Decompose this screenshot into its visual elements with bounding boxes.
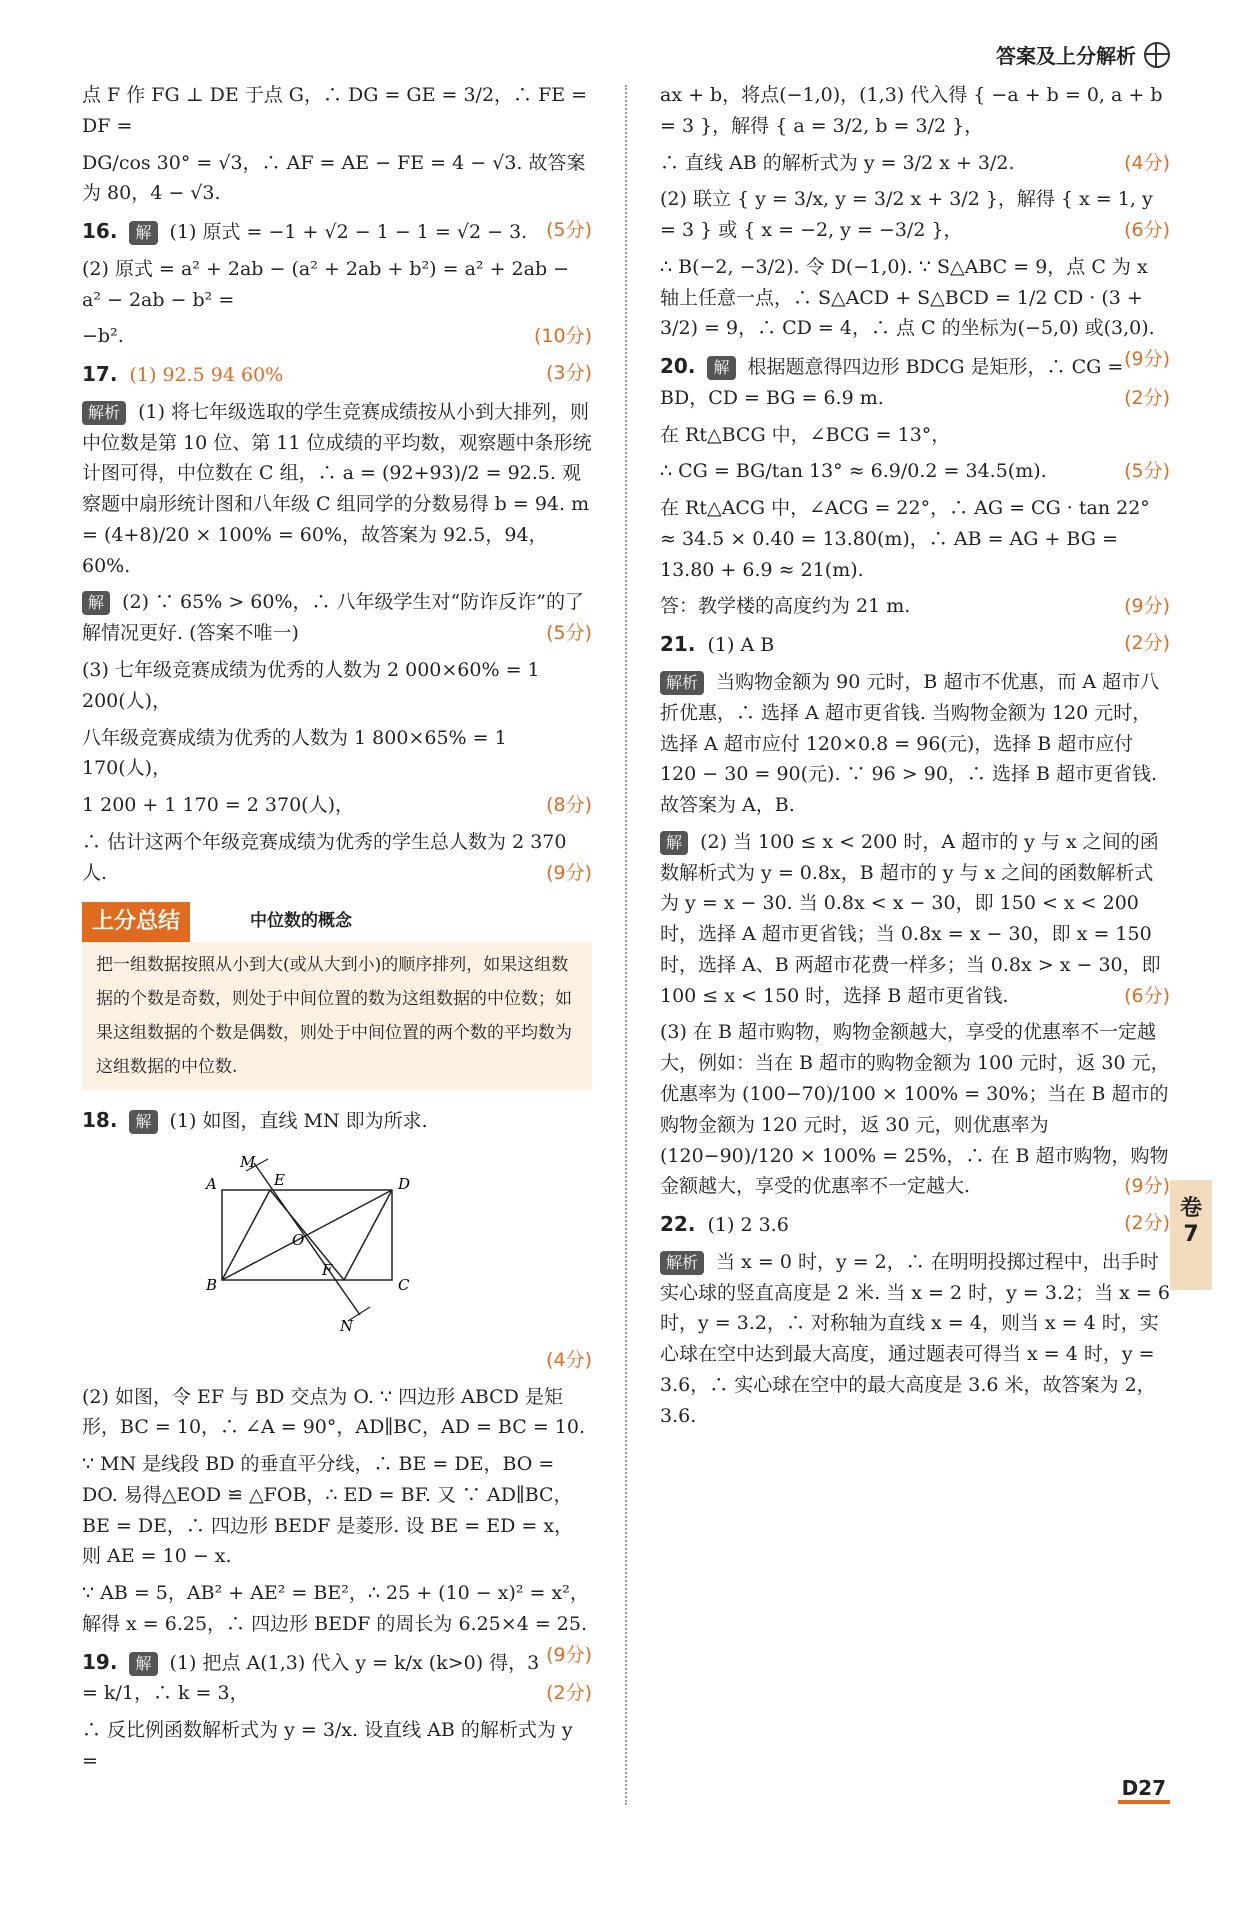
label-f: F [322, 1260, 333, 1279]
side-tab-line-2: 7 [1183, 1222, 1199, 1248]
q19-score-4: (9分) [1124, 348, 1170, 371]
volume-side-tab [1170, 1180, 1212, 1290]
q17-line-6-block [82, 827, 592, 889]
q16-line-1: (1) 原式 = −1 + √2 − 1 − 1 = √2 − 3. [169, 221, 528, 244]
segment-ef [270, 1190, 344, 1280]
q17-line-3: (3) 七年级竞赛成绩为优秀的人数为 2 000×60% = 1 200(人)， [82, 659, 540, 712]
q16-score-1: (5分) [546, 219, 592, 242]
q20-line-1: 根据题意得四边形 BDCG 是矩形，∴ CG = BD，CD = BG = 6.9 m. [660, 356, 1124, 409]
label-o: O [292, 1230, 305, 1249]
q21-line-3-block [660, 1017, 1170, 1202]
q22-analysis [660, 1247, 1170, 1432]
rectangle-figure [192, 1145, 432, 1345]
q18-score-1: (4分) [546, 1348, 592, 1371]
intro-line-2: DG/cos 30° = √3，∴ AF = AE − FE = 4 − √3. 故答案为 80，4 − √3. [82, 151, 586, 205]
q20-score-1: (2分) [1124, 386, 1170, 409]
q21-analysis-tag: 解析 [660, 671, 704, 695]
q18-number: 18. [82, 1108, 118, 1132]
right-column [660, 80, 1170, 1437]
q22-block [660, 1208, 1170, 1241]
q20-line-5-block [660, 591, 1170, 622]
q17-block [82, 358, 592, 391]
q19-cont-1: ax + b，将点(−1,0)，(1,3) 代入得 { −a + b = 0, a + b = 3 }，解得 { a = 3/2, b = 3/2 }， [660, 84, 1163, 137]
page-number: D27 [1118, 1776, 1170, 1804]
q17-score-4: (9分) [546, 861, 592, 884]
page-title-text: 答案及上分解析 [996, 44, 1136, 68]
q17-line-5-block [82, 790, 592, 821]
q20-score-2: (5分) [1124, 460, 1170, 483]
q18-line-3: ∵ MN 是线段 BD 的垂直平分线，∴ BE = DE，BO = DO. 易得△EOD ≌ △FOB，∴ ED = BF. 又 ∵ AD∥BC，BE = DE，∴ 四边形 BEDF 是菱形. 设 BE = ED = x，则 AE = 10 − x. [82, 1453, 574, 1568]
q20-score-3: (9分) [1124, 595, 1170, 618]
q16-block [82, 215, 592, 248]
q21-score-1: (2分) [1124, 632, 1170, 655]
q21-number: 21. [660, 632, 696, 657]
side-tab-line-1: 卷 [1179, 1196, 1202, 1221]
q18-score-1-row [82, 1345, 592, 1376]
q17-answer: (1) 92.5 94 60% [129, 364, 284, 387]
q16-number: 16. [82, 219, 118, 244]
q20-line-2: 在 Rt△BCG 中，∠BCG = 13°， [660, 423, 951, 446]
summary-badge: 上分总结 [82, 902, 190, 942]
q17-line-6: ∴ 估计这两个年级竞赛成绩为优秀的学生总人数为 2 370 人. [82, 830, 567, 884]
q19-score-3: (6分) [1124, 219, 1170, 242]
label-b: B [206, 1275, 218, 1294]
globe-icon [1144, 42, 1170, 68]
label-m: M [240, 1152, 256, 1171]
q16-solve-tag: 解 [129, 221, 157, 245]
q21-line-1: (1) A B [707, 634, 775, 657]
q18-line-2: (2) 如图，令 EF 与 BD 交点为 O. ∵ 四边形 ABCD 是矩形，BC = 10，∴ ∠A = 90°，AD∥BC，AD = BC = 10. [82, 1385, 585, 1439]
q21-block [660, 628, 1170, 661]
q16-line-3-block [82, 321, 592, 352]
q17-number: 17. [82, 362, 118, 387]
q19-score-2: (4分) [1124, 151, 1170, 174]
q22-analysis-text: 当 x = 0 时，y = 2，∴ 在明明投掷过程中，出手时实心球的竖直高度是 2 米. 当 x = 2 时，y = 3.2；当 x = 6 时，y = 3.2，∴ 对称轴为直线 x = 4，则当 x = 4 时，实心球在空中达到最大高度，通过题表可得当 x = 4 时，y = 3.6，∴ 实心球在空中的最大高度是 3.6 米，故答案为 2，3.6. [660, 1250, 1170, 1427]
q20-line-3-block [660, 456, 1170, 487]
q19-block [82, 1646, 592, 1710]
q20-line-4: 在 Rt△ACG 中，∠ACG = 22°，∴ AG = CG · tan 22° ≈ 34.5 × 0.40 = 13.80(m)，∴ AB = AG + BG = 13.80 + 6.9 ≈ 21(m). [660, 497, 1150, 581]
summary-box [82, 902, 592, 1090]
q16-line-2: (2) 原式 = a² + 2ab − (a² + 2ab + b²) = a² + 2ab − a² − 2ab − b² = [82, 257, 570, 311]
page-title [996, 40, 1170, 69]
column-divider [625, 85, 627, 1805]
q20-line-3: ∴ CG = BG/tan 13° ≈ 6.9/0.2 = 34.5(m). [660, 460, 1047, 483]
q17-analysis [82, 397, 592, 582]
line-mn [254, 1163, 360, 1315]
q21-analysis [660, 667, 1170, 821]
left-column [82, 80, 592, 1783]
q16-line-3: −b². [82, 325, 124, 348]
q20-block [660, 350, 1170, 414]
q19-line-1: (1) 把点 A(1,3) 代入 y = k/x (k>0) 得，3 = k/1，∴ k = 3， [82, 1651, 540, 1705]
q19-score-1: (2分) [546, 1682, 592, 1705]
q17-line-5: 1 200 + 1 170 = 2 370(人)， [82, 794, 355, 817]
q18-score-2: (9分) [546, 1643, 592, 1666]
label-n: N [340, 1316, 354, 1335]
q21-line-3: (3) 在 B 超市购物，购物金额越大，享受的优惠率不一定越大，例如：当在 B 超市的购物金额为 100 元时，返 30 元，优惠率为 (100−70)/100 × 100% = 30%；当在 B 超市的购物金额为 120 元时，返 30 元，则优惠率为 (120−90)/120 × 100% = 25%，∴ 在 B 超市购物，购物金额越大，享受的优惠率不一定越大. [660, 1021, 1170, 1198]
q22-analysis-tag: 解析 [660, 1251, 704, 1275]
q19-solve-tag: 解 [129, 1652, 157, 1676]
summary-topic: 中位数的概念 [250, 911, 353, 932]
label-a: A [206, 1174, 217, 1193]
q17-part2 [82, 587, 592, 649]
q21-line-2: (2) 当 100 ≤ x < 200 时，A 超市的 y 与 x 之间的函数解析式为 y = 0.8x，B 超市的 y 与 x 之间的函数解析式为 y = x − 30. 当 0.8x < x − 30，即 150 < x < 200 时，选择 A 超市更省钱；当 0.8x = x − 30，即 x = 150 时，选择 A、B 两超市花费一样多；当 0.8x > x − 30，即 100 ≤ x < 150 时，选择 B 超市更省钱. [660, 830, 1161, 1007]
q17-score-1: (3分) [546, 362, 592, 385]
label-d: D [398, 1174, 411, 1193]
q17-score-3: (8分) [546, 794, 592, 817]
q21-part2 [660, 827, 1170, 1012]
q17-line-2: (2) ∵ 65% > 60%，∴ 八年级学生对“防诈反诈”的了解情况更好. (答案不唯一) [82, 591, 584, 645]
q22-number: 22. [660, 1212, 696, 1237]
q22-score-1: (2分) [1124, 1212, 1170, 1235]
label-e: E [274, 1170, 285, 1189]
intro-line-1: 点 F 作 FG ⊥ DE 于点 G，∴ DG = GE = 3/2，∴ FE = DF = [82, 84, 588, 137]
q17-analysis-text: (1) 将七年级选取的学生竞赛成绩按从小到大排列，则中位数是第 10 位、第 11 位成绩的平均数，观察题中条形统计图可得，中位数在 C 组，∴ a = (92+93)/2 = 92.5. 观察题中扇形统计图和八年级 C 组同学的分数易得 b = 94. m = (4+8)/20 × 100% = 60%，故答案为 92.5，94，60%. [82, 400, 592, 577]
q17-solve-tag: 解 [82, 591, 110, 615]
q19-cont-4: ∴ B(−2, −3/2). 令 D(−1,0). ∵ S△ABC = 9，点 C 为 x 轴上任意一点，∴ S△ACD + S△BCD = 1/2 CD · (3 + 3/2) = 9，∴ CD = 4，∴ 点 C 的坐标为(−5,0) 或(3,0). [660, 255, 1155, 340]
q20-number: 20. [660, 354, 696, 379]
q21-solve-tag: 解 [660, 831, 688, 855]
q21-score-3: (9分) [1124, 1175, 1170, 1198]
q19-cont-3-block [660, 184, 1170, 246]
q17-score-2: (5分) [546, 622, 592, 645]
q18-solve-tag: 解 [129, 1110, 157, 1134]
q17-analysis-tag: 解析 [82, 401, 126, 425]
summary-head [82, 902, 592, 942]
q18-line-4: ∵ AB = 5，AB² + AE² = BE²，∴ 25 + (10 − x)² = x²，解得 x = 6.25，∴ 四边形 BEDF 的周长为 6.25×4 = 25. [82, 1582, 589, 1635]
q16-score-2: (10分) [533, 325, 592, 348]
summary-text: 把一组数据按照从小到大(或从大到小)的顺序排列，如果这组数据的个数是奇数，则处于中间位置的数为这组数据的中位数；如果这组数据的个数是偶数，则处于中间位置的两个数的平均数为这组数据的中位数. [82, 942, 592, 1090]
q18-line-1: (1) 如图，直线 MN 即为所求. [169, 1110, 428, 1132]
q21-analysis-text: 当购物金额为 90 元时，B 超市不优惠，而 A 超市八折优惠，∴ 选择 A 超市更省钱. 当购物金额为 120 元时，选择 A 超市应付 120×0.8 = 96(元)，选择 B 超市应付 120 − 30 = 90(元). ∵ 96 > 90，∴ 选择 B 超市更省钱. 故答案为 A，B. [660, 671, 1160, 817]
q22-line-1: (1) 2 3.6 [707, 1214, 789, 1237]
q19-cont-2-block [660, 148, 1170, 179]
q20-solve-tag: 解 [707, 356, 735, 380]
q21-score-2: (6分) [1124, 984, 1170, 1007]
q18-block [82, 1104, 592, 1137]
q19-cont-3: (2) 联立 { y = 3/x, y = 3/2 x + 3/2 }，解得 { x = 1, y = 3 } 或 { x = −2, y = −3/2 }， [660, 188, 1153, 242]
label-c: C [398, 1275, 410, 1294]
q20-line-5: 答：教学楼的高度约为 21 m. [660, 595, 911, 618]
q19-number: 19. [82, 1649, 118, 1674]
q19-line-2: ∴ 反比例函数解析式为 y = 3/x. 设直线 AB 的解析式为 y = [82, 1719, 573, 1772]
q17-line-4: 八年级竞赛成绩为优秀的人数为 1 800×65% = 1 170(人)， [82, 726, 507, 780]
q19-cont-2: ∴ 直线 AB 的解析式为 y = 3/2 x + 3/2. [660, 151, 1015, 174]
